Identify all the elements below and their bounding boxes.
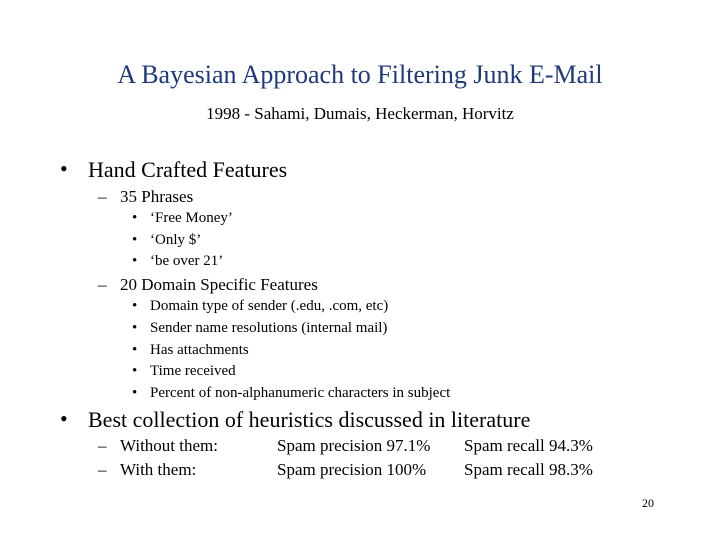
domain-feature-item: • Has attachments bbox=[132, 342, 249, 358]
spam-precision-without: Spam precision 97.1% bbox=[277, 436, 431, 455]
bullet-glyph: • bbox=[60, 156, 68, 181]
domain-feature-item: • Time received bbox=[132, 363, 236, 379]
sub-bullet-without-them bbox=[98, 436, 218, 456]
sub-bullet-with-them bbox=[98, 460, 197, 480]
dash-glyph: – bbox=[98, 436, 107, 455]
spam-precision-with: Spam precision 100% bbox=[277, 460, 427, 479]
phrase-item: • ‘Free Money’ bbox=[132, 210, 233, 226]
phrase-item: • ‘be over 21’ bbox=[132, 253, 224, 269]
sub-bullet-35-phrases bbox=[98, 187, 194, 207]
dash-glyph: – bbox=[98, 275, 107, 294]
spam-recall-without: Spam recall 94.3% bbox=[464, 436, 593, 455]
sub-bullet-domain-specific-features bbox=[98, 275, 318, 295]
bullet-text: Best collection of heuristics discussed in literature bbox=[88, 407, 531, 432]
domain-feature-item: • Domain type of sender (.edu, .com, etc) bbox=[132, 298, 389, 314]
slide-title: A Bayesian Approach to Filtering Junk E-Mail bbox=[117, 60, 603, 89]
bullet-text: Hand Crafted Features bbox=[88, 157, 288, 182]
dash-glyph: – bbox=[98, 460, 107, 479]
phrase-item: • ‘Only $’ bbox=[132, 232, 202, 248]
sub-bullet-text: 20 Domain Specific Features bbox=[120, 275, 318, 294]
bullet-glyph: • bbox=[60, 406, 68, 431]
slide-subtitle: 1998 - Sahami, Dumais, Heckerman, Horvitz bbox=[206, 104, 514, 123]
sub-bullet-text: 35 Phrases bbox=[120, 187, 194, 206]
spam-recall-with: Spam recall 98.3% bbox=[464, 460, 593, 479]
domain-feature-item: • Sender name resolutions (internal mail) bbox=[132, 320, 388, 336]
domain-feature-item: • Percent of non-alphanumeric characters in subject bbox=[132, 385, 451, 401]
row-label: With them: bbox=[120, 460, 197, 479]
bullet-hand-crafted-features bbox=[60, 156, 288, 183]
dash-glyph: – bbox=[98, 187, 107, 206]
row-label: Without them: bbox=[120, 436, 218, 455]
bullet-best-collection bbox=[60, 406, 531, 433]
page-number: 20 bbox=[642, 496, 654, 510]
